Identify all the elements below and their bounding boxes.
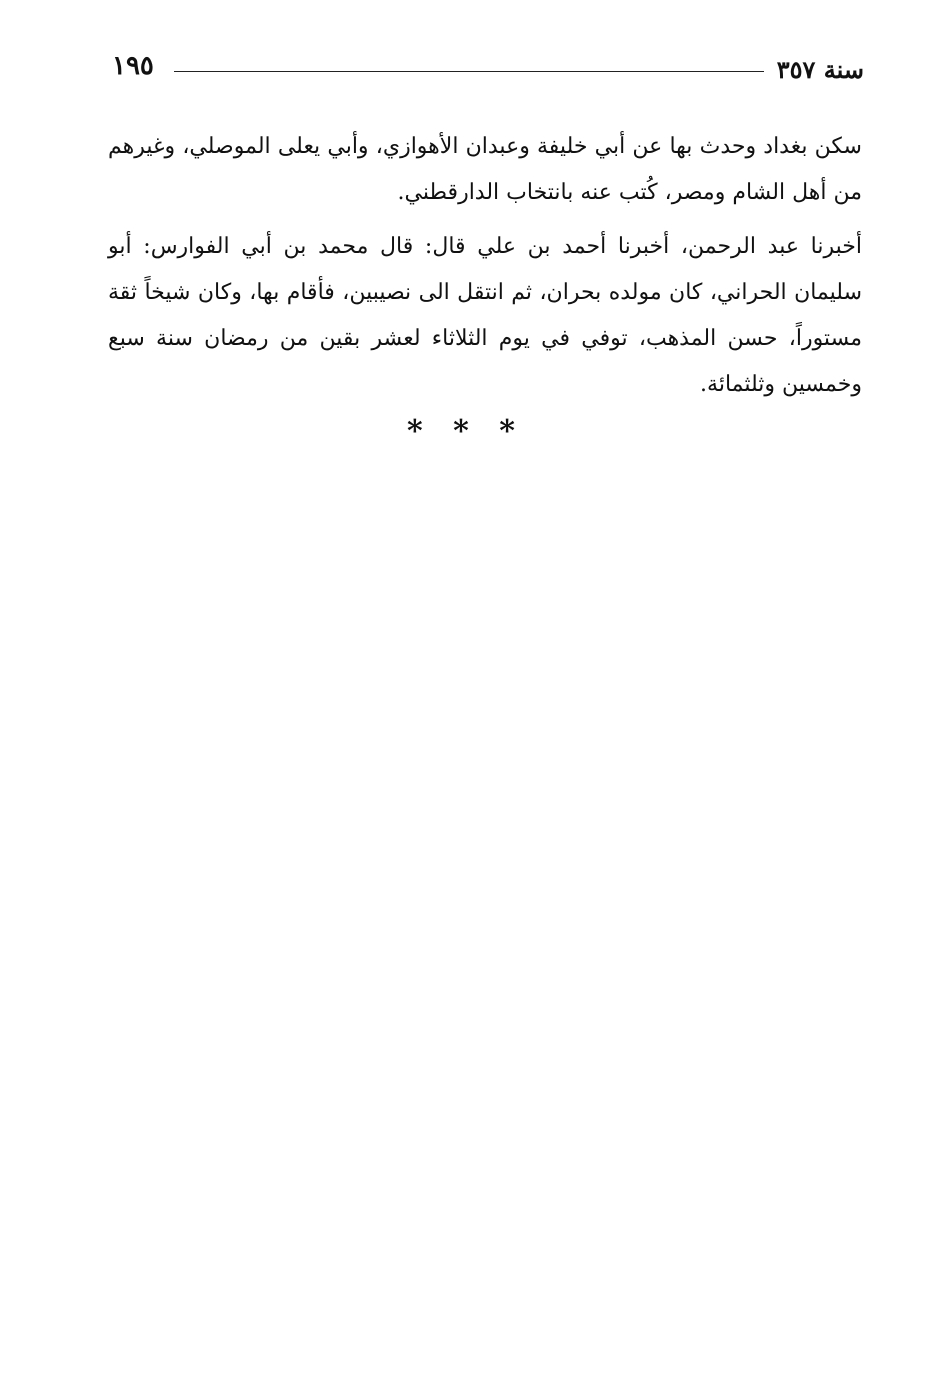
section-separator: * * *: [407, 414, 525, 449]
running-head: سنة ٣٥٧: [776, 55, 864, 84]
paragraph-1: سكن بغداد وحدث بها عن أبي خليفة وعبدان الأهوازي، وأبي يعلى الموصلي، وغيرهم من أهل الشام ومصر، كُتب عنه بانتخاب الدارقطني.: [108, 134, 862, 205]
paragraph-2: أخبرنا عبد الرحمن، أخبرنا أحمد بن علي قال: قال محمد بن أبي الفوارس: أبو سليمان الحراني، كان مولده بحران، ثم انتقل الى نصيبين، فأقام بها، وكان شيخاً ثقة مستوراً، حسن المذهب، توفي في يوم الثلاثاء لعشر بقين من رمضان سنة سبع وخمسين وثلثمائة.: [108, 234, 863, 397]
page-number: ١٩٥: [112, 51, 154, 81]
body-text: [108, 124, 862, 408]
page-header: [112, 50, 864, 90]
header-rule: [174, 71, 764, 72]
